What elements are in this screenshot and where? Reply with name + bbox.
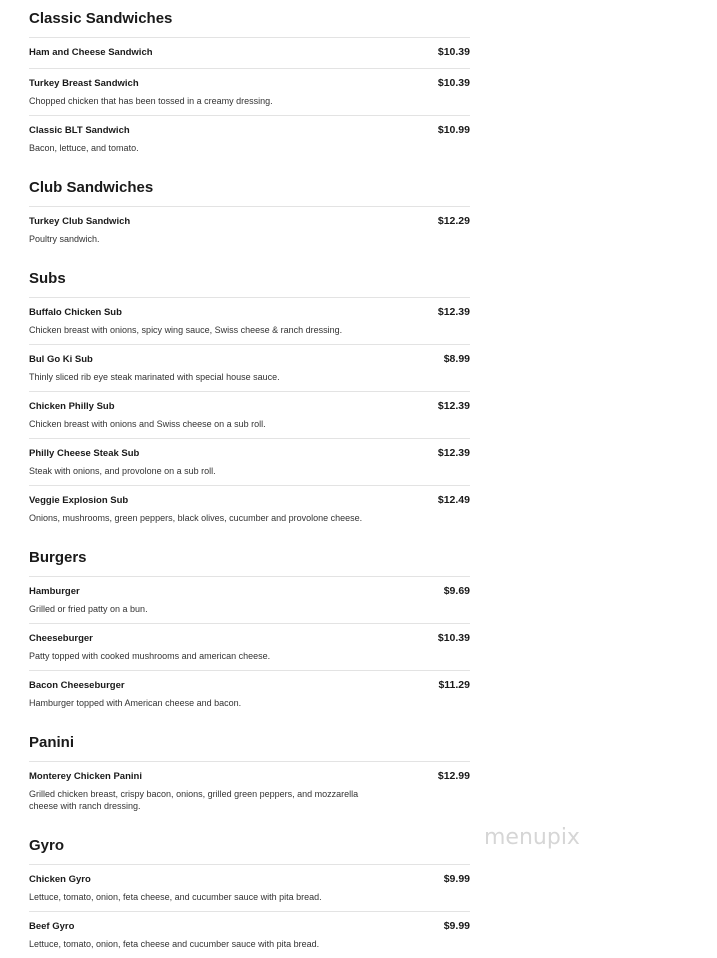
menu-item-body [29, 216, 470, 253]
menu-item-body [29, 354, 470, 391]
menu-item [29, 69, 470, 116]
item-name: Bul Go Ki Sub [29, 354, 93, 365]
menu-item-body [29, 771, 470, 820]
menu-item [29, 486, 470, 532]
item-description: Hamburger topped with American cheese and bacon. [29, 698, 242, 708]
item-description: Lettuce, tomato, onion, feta cheese, and cucumber sauce with pita bread. [29, 892, 322, 902]
section-title: Panini [29, 734, 470, 762]
item-price: $12.39 [437, 306, 470, 318]
menu-item [29, 345, 470, 392]
item-name: Monterey Chicken Panini [29, 771, 142, 782]
menu-item [29, 912, 470, 958]
item-name: Cheeseburger [29, 633, 93, 644]
menu-item-body [29, 680, 470, 717]
menu-item-body [29, 586, 470, 623]
item-name: Turkey Breast Sandwich [29, 78, 139, 89]
item-name: Classic BLT Sandwich [29, 125, 130, 136]
item-price: $12.39 [437, 400, 470, 412]
item-price: $9.69 [443, 585, 470, 597]
item-description: Poultry sandwich. [29, 234, 100, 244]
menu-section [29, 0, 470, 162]
item-name: Beef Gyro [29, 921, 75, 932]
menu-item [29, 392, 470, 439]
section-title: Gyro [29, 837, 470, 865]
menu-item-body [29, 307, 470, 344]
item-price: $10.39 [437, 632, 470, 644]
menu-item [29, 762, 470, 820]
item-price: $12.29 [437, 215, 470, 227]
item-price: $10.39 [437, 77, 470, 89]
watermark-logo: menupix [484, 825, 580, 850]
item-name: Turkey Club Sandwich [29, 216, 131, 227]
menu-item [29, 865, 470, 912]
item-price: $12.49 [437, 494, 470, 506]
item-price: $12.99 [437, 770, 470, 782]
menu-item-body [29, 633, 470, 670]
item-description: Patty topped with cooked mushrooms and american cheese. [29, 651, 271, 661]
menu-section [29, 717, 470, 820]
menu-item [29, 671, 470, 717]
item-price: $10.39 [437, 46, 470, 58]
menu-item [29, 439, 470, 486]
menu-section [29, 253, 470, 532]
item-description: Chicken breast with onions and Swiss cheese on a sub roll. [29, 419, 266, 429]
section-title: Classic Sandwiches [29, 10, 470, 38]
menu-item [29, 207, 470, 253]
menu-section [29, 162, 470, 253]
menu-item-body [29, 401, 470, 438]
item-description: Grilled chicken breast, crispy bacon, onions, grilled green peppers, and mozzarella cheese with ranch dressing. [29, 789, 359, 811]
item-price: $12.39 [437, 447, 470, 459]
item-name: Buffalo Chicken Sub [29, 307, 122, 318]
item-name: Ham and Cheese Sandwich [29, 47, 153, 58]
menu-section [29, 820, 470, 958]
menu-item [29, 577, 470, 624]
item-description: Thinly sliced rib eye steak marinated with special house sauce. [29, 372, 280, 382]
menu-item-body [29, 78, 470, 115]
item-description: Steak with onions, and provolone on a sub roll. [29, 466, 216, 476]
menu-item-body [29, 921, 470, 958]
menu-item [29, 298, 470, 345]
section-title: Subs [29, 270, 470, 298]
item-price: $8.99 [443, 353, 470, 365]
item-name: Chicken Philly Sub [29, 401, 115, 412]
item-name: Veggie Explosion Sub [29, 495, 129, 506]
menu-item-body [29, 47, 470, 68]
item-description: Grilled or fried patty on a bun. [29, 604, 148, 614]
item-name: Bacon Cheeseburger [29, 680, 125, 691]
item-name: Chicken Gyro [29, 874, 91, 885]
menu-item-body [29, 448, 470, 485]
item-description: Chicken breast with onions, spicy wing sauce, Swiss cheese & ranch dressing. [29, 325, 343, 335]
item-description: Lettuce, tomato, onion, feta cheese and cucumber sauce with pita bread. [29, 939, 320, 949]
item-description: Chopped chicken that has been tossed in a creamy dressing. [29, 96, 273, 106]
item-price: $9.99 [443, 920, 470, 932]
item-price: $10.99 [437, 124, 470, 136]
section-title: Burgers [29, 549, 470, 577]
menu-item [29, 38, 470, 69]
section-title: Club Sandwiches [29, 179, 470, 207]
item-name: Hamburger [29, 586, 80, 597]
menu-item [29, 624, 470, 671]
item-description: Bacon, lettuce, and tomato. [29, 143, 139, 153]
menu-item-body [29, 874, 470, 911]
item-price: $11.29 [438, 679, 470, 691]
item-name: Philly Cheese Steak Sub [29, 448, 140, 459]
menu [29, 0, 470, 958]
menu-section [29, 532, 470, 717]
item-price: $9.99 [443, 873, 470, 885]
menu-item-body [29, 495, 470, 532]
menu-item [29, 116, 470, 162]
menu-item-body [29, 125, 470, 162]
item-description: Onions, mushrooms, green peppers, black olives, cucumber and provolone cheese. [29, 513, 363, 523]
